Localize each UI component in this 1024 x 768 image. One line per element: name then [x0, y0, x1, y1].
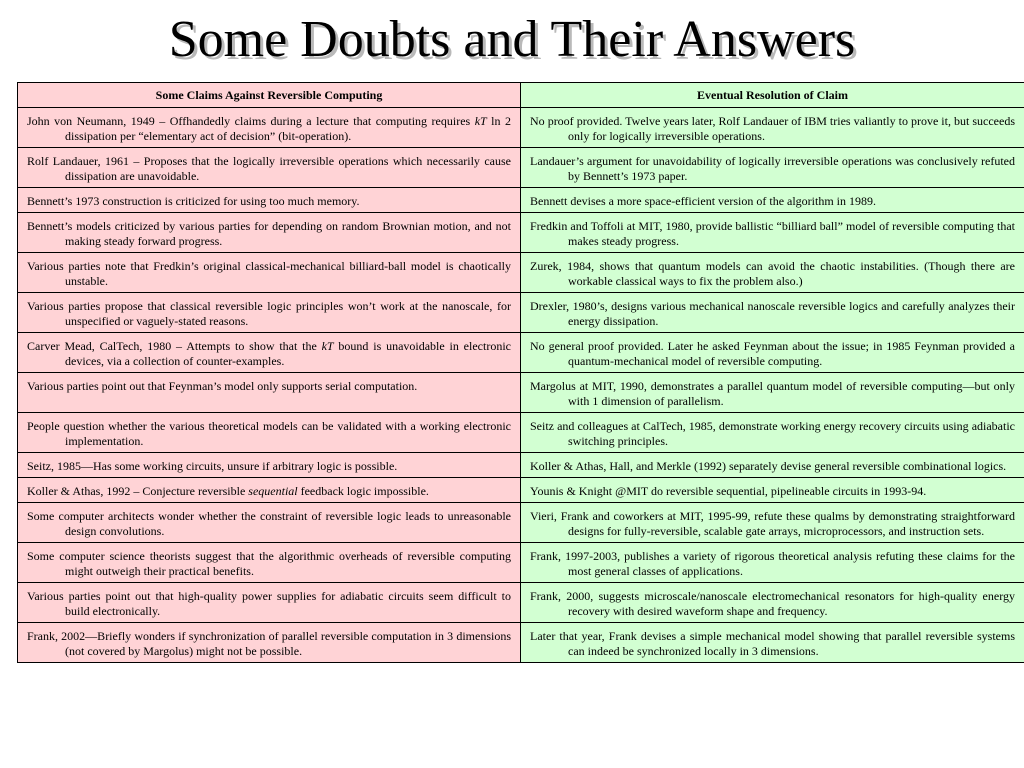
claim-cell-text: [27, 509, 511, 539]
cell-text-segment: Landauer’s argument for unavoidability of logically irreversible operations was conclusively refuted by Bennett’s 1973 paper.: [530, 154, 1015, 183]
claim-cell: [18, 543, 521, 583]
resolution-cell: [521, 373, 1024, 413]
cell-text-segment: John von Neumann, 1949 – Offhandedly claims during a lecture that computing requires: [27, 114, 475, 128]
cell-text-segment: Frank, 2002—Briefly wonders if synchronization of parallel reversible computation in 3 dimensions (not covered by Margolus) might not be possible.: [27, 629, 511, 658]
resolution-cell: [521, 503, 1024, 543]
cell-text-segment: No proof provided. Twelve years later, Rolf Landauer of IBM tries valiantly to prove it, but succeeds only for logically irreversible operations.: [530, 114, 1015, 143]
table-row: [18, 333, 1024, 373]
resolution-cell: [521, 108, 1024, 148]
resolution-cell-text: [530, 379, 1015, 409]
claim-cell: [18, 503, 521, 543]
claim-cell-text: [27, 194, 511, 209]
resolution-cell: [521, 583, 1024, 623]
claim-cell-text: [27, 629, 511, 659]
cell-text-segment: Rolf Landauer, 1961 – Proposes that the logically irreversible operations which necessarily cause dissipation are unavoidable.: [27, 154, 511, 183]
claim-cell-text: [27, 259, 511, 289]
cell-text-segment: Vieri, Frank and coworkers at MIT, 1995-99, refute these qualms by demonstrating straightforward designs for fully-reversible, scalable gate arrays, microprocessors, and instruction sets.: [530, 509, 1015, 538]
resolution-cell: [521, 213, 1024, 253]
cell-text-segment: Seitz, 1985—Has some working circuits, unsure if arbitrary logic is possible.: [27, 459, 398, 473]
cell-text-segment: feedback logic impossible.: [297, 484, 429, 498]
table-header-row: [18, 83, 1024, 108]
claim-cell: [18, 333, 521, 373]
cell-text-segment: Bennett’s 1973 construction is criticized for using too much memory.: [27, 194, 360, 208]
resolution-cell: [521, 293, 1024, 333]
claim-cell-text: [27, 154, 511, 184]
resolution-cell-text: [530, 114, 1015, 144]
table-row: [18, 583, 1024, 623]
cell-text-segment: Seitz and colleagues at CalTech, 1985, demonstrate working energy recovery circuits using adiabatic switching principles.: [530, 419, 1015, 448]
cell-text-segment: Various parties point out that high-quality power supplies for adiabatic circuits seem difficult to build electronically.: [27, 589, 511, 618]
resolution-cell: [521, 188, 1024, 213]
cell-text-segment: People question whether the various theoretical models can be validated with a working electronic implementation.: [27, 419, 511, 448]
claim-cell-text: [27, 459, 511, 474]
claim-cell: [18, 148, 521, 188]
claim-cell-text: [27, 299, 511, 329]
table-row: [18, 293, 1024, 333]
cell-text-segment: Some computer architects wonder whether the constraint of reversible logic leads to unreasonable design convolutions.: [27, 509, 511, 538]
table-row: [18, 373, 1024, 413]
cell-text-segment: Various parties propose that classical reversible logic principles won’t work at the nanoscale, for unspecified or vaguely-stated reasons.: [27, 299, 511, 328]
italic-term: kT: [321, 339, 334, 353]
resolution-cell-text: [530, 459, 1015, 474]
cell-text-segment: No general proof provided. Later he asked Feynman about the issue; in 1985 Feynman provided a quantum-mechanical model of reversible computing.: [530, 339, 1015, 368]
claim-cell: [18, 108, 521, 148]
slide-title: Some Doubts and Their Answers: [168, 11, 856, 68]
table-row: [18, 503, 1024, 543]
cell-text-segment: Bennett’s models criticized by various parties for depending on random Brownian motion, and not making steady forward progress.: [27, 219, 511, 248]
cell-text-segment: Frank, 2000, suggests microscale/nanoscale electromechanical resonators for high-quality energy recovery with desired waveform shape and frequency.: [530, 589, 1015, 618]
resolution-cell-text: [530, 509, 1015, 539]
cell-text-segment: Koller & Athas, Hall, and Merkle (1992) separately devise general reversible combinational logics.: [530, 459, 1007, 473]
resolution-cell: [521, 253, 1024, 293]
resolution-cell-text: [530, 629, 1015, 659]
claim-cell-text: [27, 379, 511, 394]
resolution-cell: [521, 623, 1024, 663]
cell-text-segment: Zurek, 1984, shows that quantum models can avoid the chaotic instabilities. (Though there are workable classical ways to fix the problem also.): [530, 259, 1015, 288]
cell-text-segment: Frank, 1997-2003, publishes a variety of rigorous theoretical analysis refuting these claims for the most general classes of applications.: [530, 549, 1015, 578]
cell-text-segment: bound is unavoidable in electronic devices, via a collection of counter-examples.: [65, 339, 511, 368]
resolution-cell-text: [530, 419, 1015, 449]
resolution-cell: [521, 543, 1024, 583]
claim-cell-text: [27, 589, 511, 619]
resolution-cell: [521, 333, 1024, 373]
cell-text-segment: Bennett devises a more space-efficient version of the algorithm in 1989.: [530, 194, 877, 208]
resolution-cell: [521, 148, 1024, 188]
cell-text-segment: Fredkin and Toffoli at MIT, 1980, provide ballistic “billiard ball” model of reversible computing that makes steady progress.: [530, 219, 1015, 248]
table-row: [18, 478, 1024, 503]
cell-text-segment: Various parties point out that Feynman’s model only supports serial computation.: [27, 379, 418, 393]
claims-column-header: Some Claims Against Reversible Computing: [18, 83, 521, 108]
claim-cell-text: [27, 219, 511, 249]
cell-text-segment: Drexler, 1980’s, designs various mechanical nanoscale reversible logics and carefully analyzes their energy dissipation.: [530, 299, 1015, 328]
resolution-cell: [521, 453, 1024, 478]
claim-cell-text: [27, 419, 511, 449]
italic-term: sequential: [248, 484, 298, 498]
table-row: [18, 213, 1024, 253]
claim-cell: [18, 413, 521, 453]
cell-text-segment: Carver Mead, CalTech, 1980 – Attempts to show that the: [27, 339, 322, 353]
italic-term: kT: [474, 114, 487, 128]
cell-text-segment: Some computer science theorists suggest that the algorithmic overheads of reversible computing might outweigh their practical benefits.: [27, 549, 511, 578]
cell-text-segment: Later that year, Frank devises a simple mechanical model showing that parallel reversible systems can indeed be synchronized locally in 3 dimensions.: [530, 629, 1015, 658]
resolution-cell-text: [530, 219, 1015, 249]
table-row: [18, 108, 1024, 148]
table-row: [18, 543, 1024, 583]
resolution-cell-text: [530, 299, 1015, 329]
claim-cell-text: [27, 339, 511, 369]
table-row: [18, 623, 1024, 663]
claim-cell-text: [27, 484, 511, 499]
cell-text-segment: Younis & Knight @MIT do reversible sequential, pipelineable circuits in 1993-94.: [530, 484, 927, 498]
table-row: [18, 413, 1024, 453]
resolution-cell: [521, 478, 1024, 503]
claim-cell-text: [27, 549, 511, 579]
table-row: [18, 148, 1024, 188]
resolution-cell-text: [530, 154, 1015, 184]
resolution-cell-text: [530, 549, 1015, 579]
cell-text-segment: ln 2 dissipation per “elementary act of decision” (bit-operation).: [65, 114, 511, 143]
resolution-cell: [521, 413, 1024, 453]
table-row: [18, 453, 1024, 478]
claim-cell: [18, 188, 521, 213]
claims-table-body: [18, 108, 1024, 663]
claim-cell: [18, 583, 521, 623]
claim-cell: [18, 253, 521, 293]
cell-text-segment: Koller & Athas, 1992 – Conjecture reversible: [27, 484, 249, 498]
cell-text-segment: Various parties note that Fredkin’s original classical-mechanical billiard-ball model is chaotically unstable.: [27, 259, 511, 288]
resolution-column-header: Eventual Resolution of Claim: [521, 83, 1024, 108]
resolution-cell-text: [530, 259, 1015, 289]
table-row: [18, 253, 1024, 293]
claim-cell: [18, 293, 521, 333]
table-row: [18, 188, 1024, 213]
cell-text-segment: Margolus at MIT, 1990, demonstrates a parallel quantum model of reversible computing—but only with 1 dimension of parallelism.: [530, 379, 1015, 408]
claim-cell: [18, 478, 521, 503]
resolution-cell-text: [530, 339, 1015, 369]
claim-cell: [18, 213, 521, 253]
resolution-cell-text: [530, 194, 1015, 209]
claim-cell: [18, 623, 521, 663]
claim-cell: [18, 453, 521, 478]
resolution-cell-text: [530, 484, 1015, 499]
claims-table: [17, 82, 1024, 663]
claim-cell: [18, 373, 521, 413]
resolution-cell-text: [530, 589, 1015, 619]
claim-cell-text: [27, 114, 511, 144]
